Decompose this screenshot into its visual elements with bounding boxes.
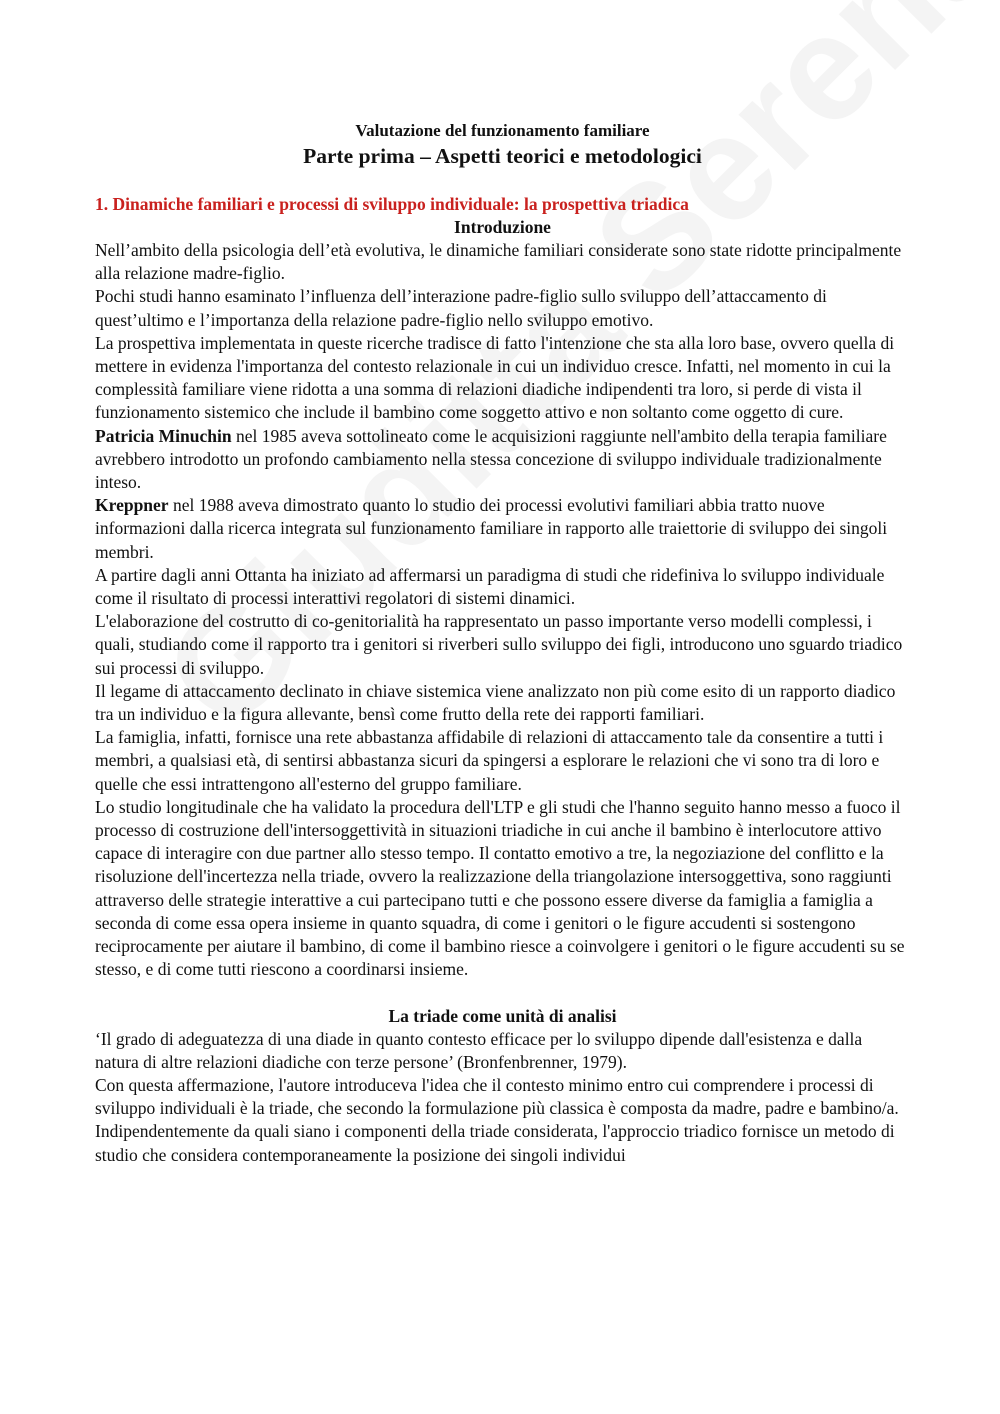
paragraph-text: Con questa affermazione, l'autore introduceva l'idea che il contesto minimo entro cui comprendere i processi di sviluppo individuali è la triade, che secondo la formulazione più classica è composta da madre, padre e bambino/a. <box>95 1074 899 1119</box>
document-page <box>95 120 910 1167</box>
paragraph-text: Lo studio longitudinale che ha validato la procedura dell'LTP e gli studi che l'hanno seguito hanno messo a fuoco il processo di costruzione dell'intersoggettività in situazioni triadiche in cui anche il bambino è interlocutore attivo capace di interagire con due partner allo stesso tempo. Il contatto emotivo a tre, la negoziazione del conflitto e la risoluzione dell'incertezza nella triade, ovvero la realizzazione della triangolazione intersoggettiva, sono raggiunti attraverso delle strategie interattive a cui partecipano tutti e che possono essere diverse da famiglia a famiglia a seconda di come essa opera insieme in quanto squadra, di come i genitori o le figure accudenti si sostengono reciprocamente per aiutare il bambino, di come il bambino riesce a coinvolgere i genitori o le figure accudenti su se stesso, e di come tutti riescono a coordinarsi insieme. <box>95 796 905 980</box>
paragraph <box>95 239 910 285</box>
paragraph <box>95 796 910 982</box>
paragraph-text: ‘Il grado di adeguatezza di una diade in quanto contesto efficace per lo sviluppo dipende dall'esistenza e dalla natura di altre relazioni diadiche con terze persone’ (Bronfenbrenner, 1979). <box>95 1028 863 1072</box>
author-name: Kreppner <box>95 495 169 516</box>
section-heading: Introduzione <box>454 217 551 237</box>
document-title: Valutazione del funzionamento familiare <box>355 121 650 140</box>
paragraph <box>95 494 910 564</box>
paragraph-text: Il legame di attaccamento declinato in chiave sistemica viene analizzato non più come esito di un rapporto diadico tra un individuo e la figura allevante, bensì come frutto della rete dei rapporti familiari. <box>95 680 896 725</box>
chapter-heading: 1. Dinamiche familiari e processi di sviluppo individuale: la prospettiva triadica <box>95 194 689 214</box>
paragraph-text: Pochi studi hanno esaminato l’influenza dell’interazione padre-figlio sullo sviluppo dell’attaccamento di quest’ultimo e l’importanza della relazione padre-figlio nello sviluppo emotivo. <box>95 286 827 330</box>
paragraph <box>95 726 910 796</box>
paragraph <box>95 332 910 425</box>
paragraph-text: La prospettiva implementata in queste ricerche tradisce di fatto l'intenzione che sta alla loro base, ovvero quella di mettere in evidenza l'importanza del contesto relazionale in cui un individuo cresce. Infatti, nel momento in cui la complessità familiare viene ridotta a una somma di relazioni diadiche indipendenti tra loro, si perde di vista il funzionamento sistemico che include il bambino come soggetto attivo e non soltanto come oggetto di cure. <box>95 332 895 423</box>
document-subtitle: Parte prima – Aspetti teorici e metodologici <box>303 144 702 168</box>
paragraph <box>95 285 910 331</box>
author-name: Patricia Minuchin <box>95 425 232 446</box>
paragraph-text: Indipendentemente da quali siano i componenti della triade considerata, l'approccio triadico fornisce un metodo di studio che considera contemporaneamente la posizione dei singoli individui <box>95 1121 895 1165</box>
section-heading: La triade come unità di analisi <box>388 1005 617 1026</box>
paragraph-text: La famiglia, infatti, fornisce una rete abbastanza affidabile di relazioni di attaccamento tale da consentire a tutti i membri, a qualsiasi età, di sentirsi abbastanza sicuri da spingersi a esplorare le relazioni che vi sono tra di loro e quelle che essi intrattengono all'esterno del gruppo familiare. <box>95 727 884 794</box>
paragraph <box>95 425 910 495</box>
paragraph-text: L'elaborazione del costrutto di co-genitorialità ha rappresentato un passo importante verso modelli complessi, i quali, studiando come il rapporto tra i genitori si riverberi sullo sviluppo dei figli, introducono uno sguardo triadico sui processi di sviluppo. <box>95 611 903 678</box>
paragraph <box>95 1028 910 1074</box>
paragraph-text: A partire dagli anni Ottanta ha iniziato ad affermarsi un paradigma di studi che ridefiniva lo sviluppo individuale come il risultato di processi interattivi regolatori di sistemi dinamici. <box>95 564 885 609</box>
paragraph <box>95 1074 910 1120</box>
paragraph-text: nel 1988 aveva dimostrato quanto lo studio dei processi evolutivi familiari abbia tratto nuove informazioni dalla ricerca integrata sul funzionamento familiare in rapporto alle traiettorie di sviluppo dei singoli membri. <box>95 495 888 562</box>
paragraph-text: Nell’ambito della psicologia dell’età evolutiva, le dinamiche familiari considerate sono state ridotte principalmente alla relazione madre-figlio. <box>95 240 902 284</box>
paragraph <box>95 1120 910 1166</box>
sections-container <box>95 216 910 1167</box>
paragraph <box>95 680 910 726</box>
paragraph-text: nel 1985 aveva sottolineato come le acquisizioni raggiunte nell'ambito della terapia familiare avrebbero introdotto un profondo cambiamento nella stessa concezione di sviluppo individuale tradizionalmente inteso. <box>95 425 887 493</box>
paragraph <box>95 564 910 610</box>
paragraph <box>95 610 910 680</box>
